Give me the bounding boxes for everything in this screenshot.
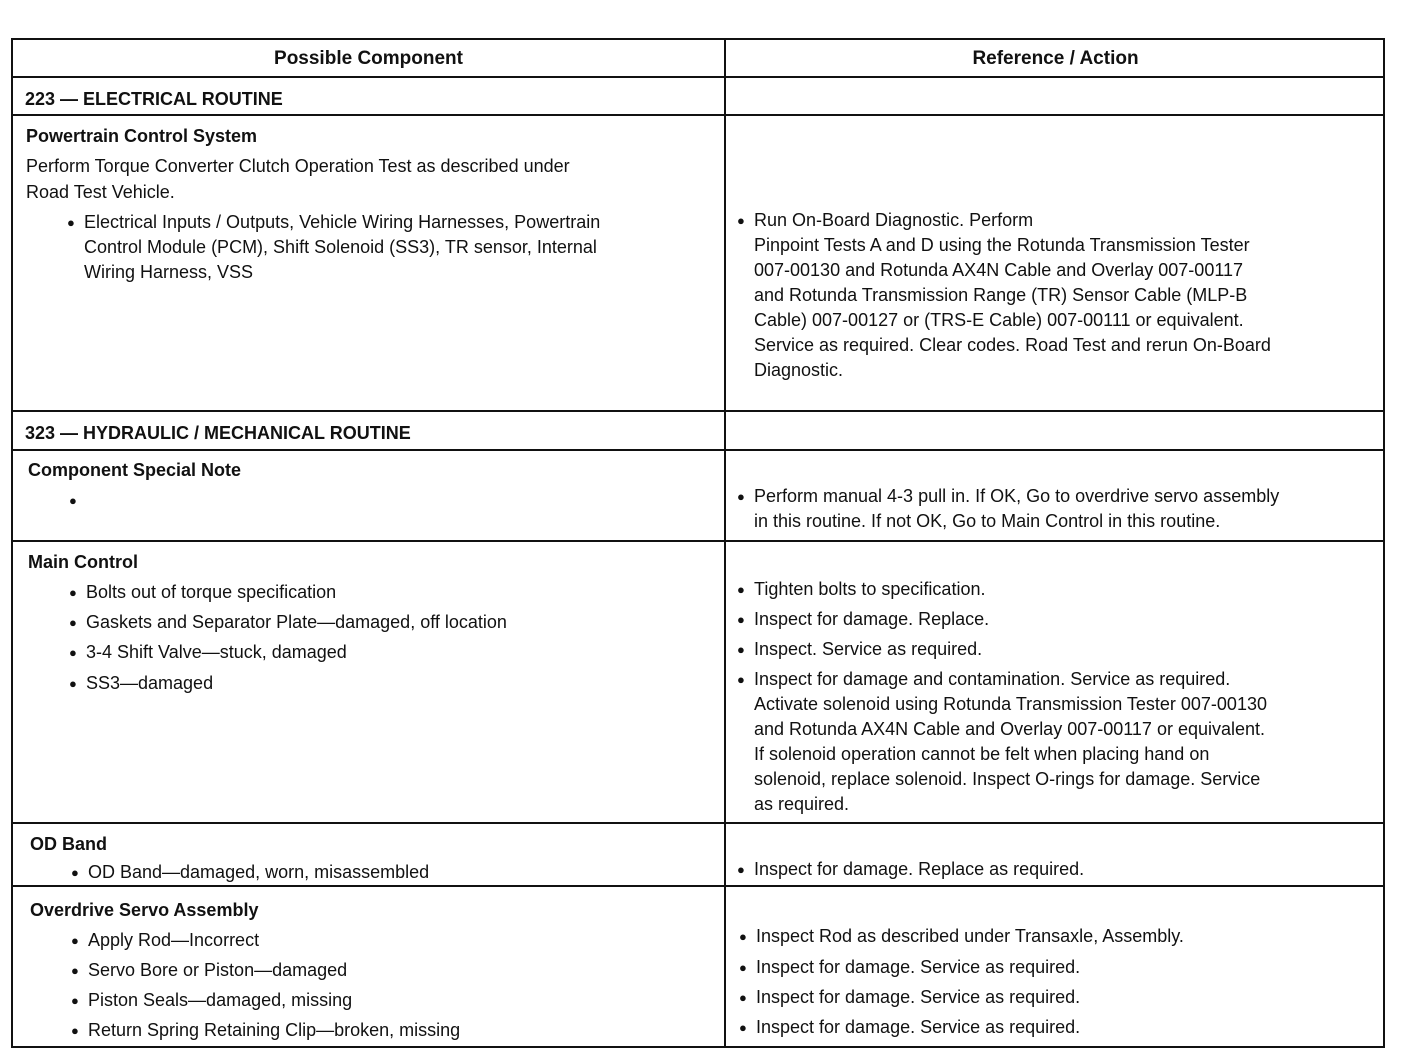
- action-line: 007-00130 and Rotunda AX4N Cable and Overlay 007-00117: [754, 260, 1244, 280]
- action-line: Pinpoint Tests A and D using the Rotunda Transmission Tester: [754, 235, 1250, 255]
- group-heading: Main Control: [28, 552, 138, 572]
- section-title-hydraulic: 323 — HYDRAULIC / MECHANICAL ROUTINE: [25, 423, 411, 443]
- action-line: Diagnostic.: [754, 360, 844, 380]
- component-item: [86, 580, 336, 605]
- action-line: Cable) 007-00127 or (TRS-E Cable) 007-00111 or equivalent.: [754, 310, 1244, 330]
- group-intro-line: Perform Torque Converter Clutch Operation Test as described under: [26, 156, 570, 176]
- action-line: solenoid, replace solenoid. Inspect O-rings for damage. Service: [754, 769, 1261, 789]
- action-line: ● Run On-Board Diagnostic. Perform: [754, 210, 1034, 230]
- action-line: in this routine. If not OK, Go to Main Control in this routine.: [754, 511, 1221, 531]
- component-item: [86, 610, 507, 635]
- group-heading: Overdrive Servo Assembly: [30, 900, 259, 920]
- group-heading: Component Special Note: [28, 460, 242, 480]
- action-line: If solenoid operation cannot be felt when placing hand on: [754, 744, 1210, 764]
- action-item: [754, 857, 1084, 882]
- component-item: [88, 860, 429, 885]
- group-heading: Powertrain Control System: [26, 126, 258, 146]
- group-intro-line: Road Test Vehicle.: [26, 182, 175, 202]
- action-item: [754, 577, 985, 602]
- component-item: [84, 210, 600, 285]
- component-line: ● 3-4 Shift Valve—stuck, damaged: [86, 642, 347, 662]
- component-item: [88, 988, 352, 1013]
- action-line: ● Inspect for damage. Service as required.: [756, 987, 1081, 1007]
- row-divider: [13, 822, 1383, 824]
- row-divider: [13, 885, 1383, 887]
- component-item: [88, 928, 259, 953]
- component-item: [88, 958, 347, 983]
- diagnosis-table: [11, 38, 1385, 1048]
- component-line: ● Servo Bore or Piston—damaged: [88, 960, 348, 980]
- component-line: Wiring Harness, VSS: [84, 262, 254, 282]
- column-divider: [724, 40, 726, 1046]
- action-item: [756, 1015, 1080, 1040]
- action-line: ● Inspect for damage. Service as required.: [756, 957, 1081, 977]
- action-line: Activate solenoid using Rotunda Transmission Tester 007-00130: [754, 694, 1267, 714]
- component-line: ● Return Spring Retaining Clip—broken, missing: [88, 1020, 461, 1040]
- row-divider: [13, 540, 1383, 542]
- action-item: [754, 208, 1271, 383]
- action-line: ● Inspect for damage. Replace.: [754, 609, 990, 629]
- component-line: Control Module (PCM), Shift Solenoid (SS3), TR sensor, Internal: [84, 237, 597, 257]
- section-title-electrical: 223 — ELECTRICAL ROUTINE: [25, 89, 283, 109]
- action-line: as required.: [754, 794, 850, 814]
- action-item: [756, 924, 1184, 949]
- action-line: ● Perform manual 4-3 pull in. If OK, Go to overdrive servo assembly: [754, 486, 1280, 506]
- header-possible-component: Possible Component: [274, 48, 463, 69]
- component-line: ● Gaskets and Separator Plate—damaged, off location: [86, 612, 507, 632]
- action-line: ● Inspect Rod as described under Transaxle, Assembly.: [756, 926, 1184, 946]
- row-divider: [13, 449, 1383, 451]
- action-item: [754, 637, 982, 662]
- action-item: [756, 955, 1080, 980]
- row-divider: [13, 76, 1383, 78]
- component-line: ● OD Band—damaged, worn, misassembled: [88, 862, 430, 882]
- action-item: [754, 607, 989, 632]
- action-line: ● Inspect. Service as required.: [754, 639, 983, 659]
- action-item: [756, 985, 1080, 1010]
- component-item: [86, 640, 347, 665]
- component-line: ● Apply Rod—Incorrect: [88, 930, 260, 950]
- action-line: ● Tighten bolts to specification.: [754, 579, 986, 599]
- action-line: ● Inspect for damage. Replace as required.: [754, 859, 1085, 879]
- component-item: [86, 671, 213, 696]
- component-line: ● Electrical Inputs / Outputs, Vehicle Wiring Harnesses, Powertrain: [84, 212, 601, 232]
- action-line: Service as required. Clear codes. Road Test and rerun On-Board: [754, 335, 1271, 355]
- component-line: ● SS3—damaged: [86, 673, 214, 693]
- action-item: [754, 667, 1267, 817]
- action-line: and Rotunda Transmission Range (TR) Sensor Cable (MLP-B: [754, 285, 1248, 305]
- component-line: ● Bolts out of torque specification: [86, 582, 337, 602]
- action-line: and Rotunda AX4N Cable and Overlay 007-00117 or equivalent.: [754, 719, 1266, 739]
- row-divider: [13, 410, 1383, 412]
- component-line: ● Piston Seals—damaged, missing: [88, 990, 353, 1010]
- group-heading: OD Band: [30, 834, 108, 854]
- header-reference-action: Reference / Action: [972, 48, 1139, 69]
- component-item: [88, 1018, 460, 1043]
- action-item: [754, 484, 1279, 534]
- action-line: ● Inspect for damage. Service as required.: [756, 1017, 1081, 1037]
- row-divider: [13, 114, 1383, 116]
- action-line: ● Inspect for damage and contamination. Service as required.: [754, 669, 1231, 689]
